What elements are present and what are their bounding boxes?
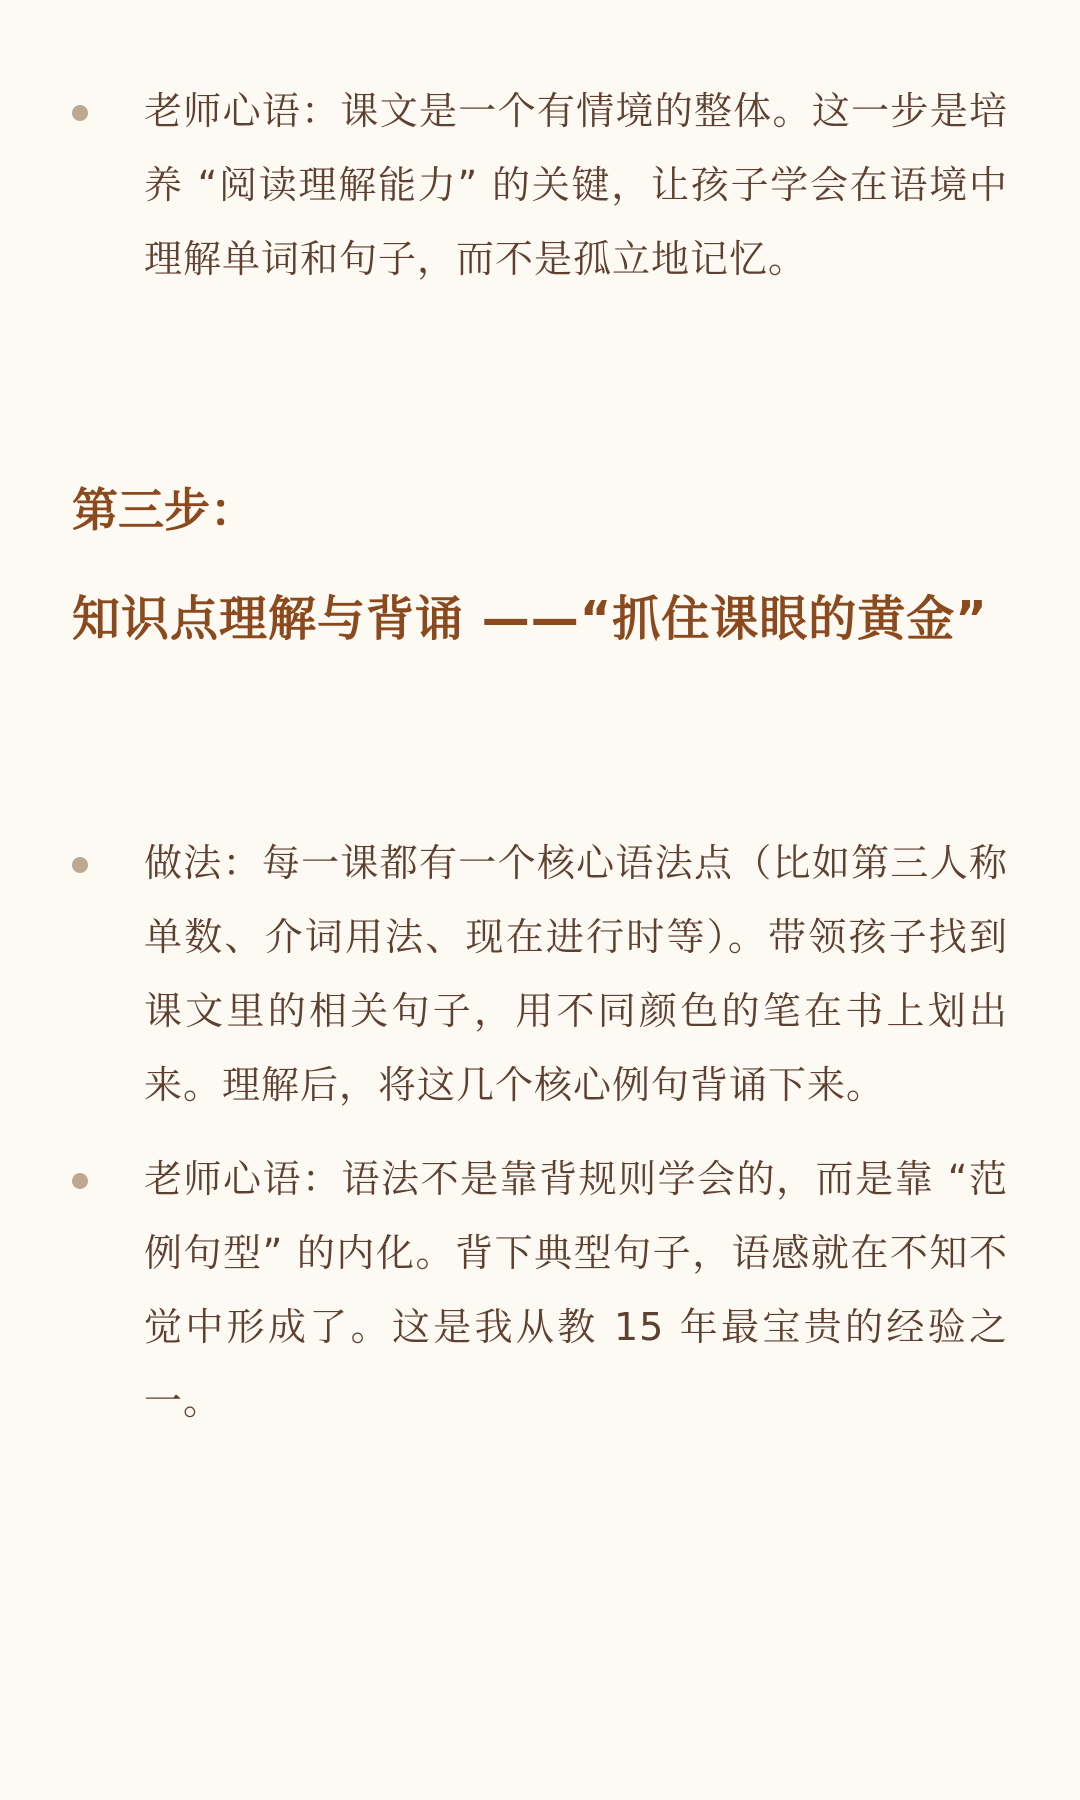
teacher-note-text: 老师心语：语法不是靠背规则学会的，而是靠 “范例句型” 的内化。背下典型句子，语感就在不知不觉中形成了。这是我从教 15 年最宝贵的经验之一。 [144,1157,1008,1423]
teacher-note-step2 [72,74,1008,296]
method-item [72,826,1008,1122]
step-title: 知识点理解与背诵 ——“抓住课眼的黄金” [72,591,988,647]
bullet-dot-icon [72,105,88,121]
method-text: 做法：每一课都有一个核心语法点（比如第三人称单数、介词用法、现在进行时等）。带领孩子找到课文里的相关句子，用不同颜色的笔在书上划出来。理解后，将这几个核心例句背诵下来。 [144,841,1008,1107]
bullet-dot-icon [72,857,88,873]
article-content [72,0,1008,1438]
teacher-note-text: 老师心语：课文是一个有情境的整体。这一步是培养 “阅读理解能力” 的关键，让孩子学会在语境中理解单词和句子，而不是孤立地记忆。 [144,89,1008,281]
step-heading: 第三步： [72,483,256,537]
teacher-note-step3 [72,1142,1008,1438]
bullet-dot-icon [72,1173,88,1189]
